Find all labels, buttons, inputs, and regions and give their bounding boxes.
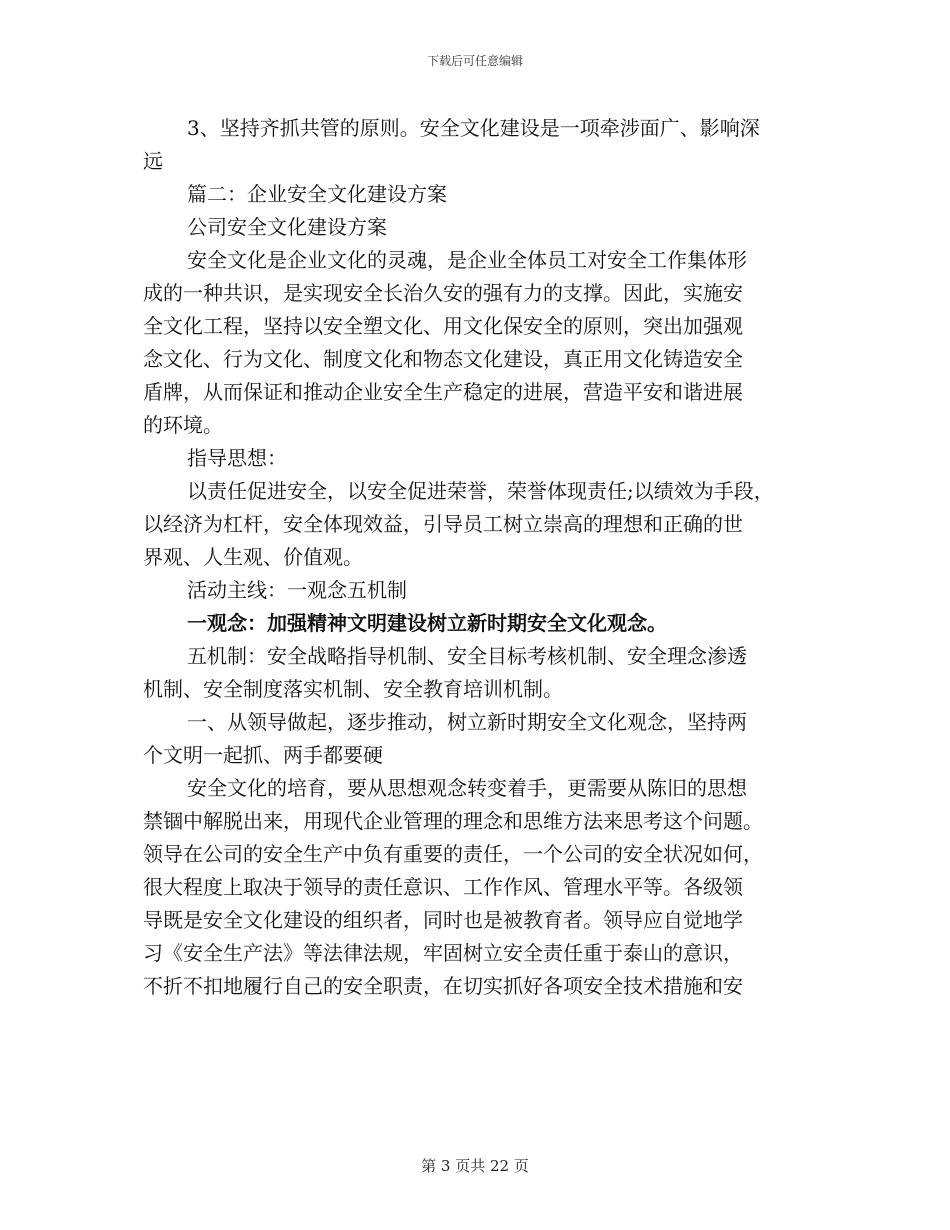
text-line: 五机制：安全战略指导机制、安全目标考核机制、安全理念渗透	[187, 644, 747, 668]
text-line: 导既是安全文化建设的组织者，同时也是被教育者。领导应自觉地学	[143, 908, 743, 932]
text-line: 一观念：加强精神文明建设树立新时期安全文化观念。	[187, 611, 667, 635]
header-note: 下载后可任意编辑	[426, 54, 523, 68]
text-line: 很大程度上取决于领导的责任意识、工作作风、管理水平等。各级领	[143, 875, 743, 899]
text-line: 的环境。	[143, 413, 223, 437]
text-line: 不折不扣地履行自己的安全职责，在切实抓好各项安全技术措施和安	[143, 974, 743, 998]
text-line: 念文化、行为文化、制度文化和物态文化建设，真正用文化铸造安全	[143, 347, 743, 371]
text-line: 篇二：企业安全文化建设方案	[187, 182, 447, 206]
text-line: 活动主线：一观念五机制	[187, 578, 407, 602]
text-line: 习《安全生产法》等法律法规，牢固树立安全责任重于泰山的意识，	[143, 941, 743, 965]
text-line: 一、从领导做起，逐步推动，树立新时期安全文化观念，坚持两	[187, 710, 747, 734]
text-line: 领导在公司的安全生产中负有重要的责任，一个公司的安全状况如何，	[143, 842, 763, 866]
document-body	[143, 112, 823, 1003]
text-line: 安全文化是企业文化的灵魂，是企业全体员工对安全工作集体形	[187, 248, 747, 272]
text-line: 公司安全文化建设方案	[187, 215, 387, 239]
text-line: 远	[143, 149, 163, 173]
text-line: 界观、人生观、价值观。	[143, 545, 363, 569]
text-line: 全文化工程，坚持以安全塑文化、用文化保安全的原则，突出加强观	[143, 314, 743, 338]
text-line: 安全文化的培育，要从思想观念转变着手，更需要从陈旧的思想	[187, 776, 747, 800]
text-line: 成的一种共识，是实现安全长治久安的强有力的支撑。因此，实施安	[143, 281, 743, 305]
text-line: 盾牌，从而保证和推动企业安全生产稳定的进展，营造平安和谐进展	[143, 380, 743, 404]
text-line: 以经济为杠杆，安全体现效益，引导员工树立崇高的理想和正确的世	[143, 512, 743, 536]
page-footer: 第 3 页共 22 页	[421, 1157, 529, 1175]
text-line: 禁锢中解脱出来，用现代企业管理的理念和思维方法来思考这个问题。	[143, 809, 763, 833]
text-line: 指导思想：	[187, 446, 287, 470]
text-line: 个文明一起抓、两手都要硬	[143, 743, 383, 767]
text-line: 机制、安全制度落实机制、安全教育培训机制。	[143, 677, 563, 701]
text-line: 以责任促进安全，以安全促进荣誉，荣誉体现责任;以绩效为手段，	[187, 479, 774, 503]
text-line: 3、坚持齐抓共管的原则。安全文化建设是一项牵涉面广、影响深	[187, 116, 760, 140]
